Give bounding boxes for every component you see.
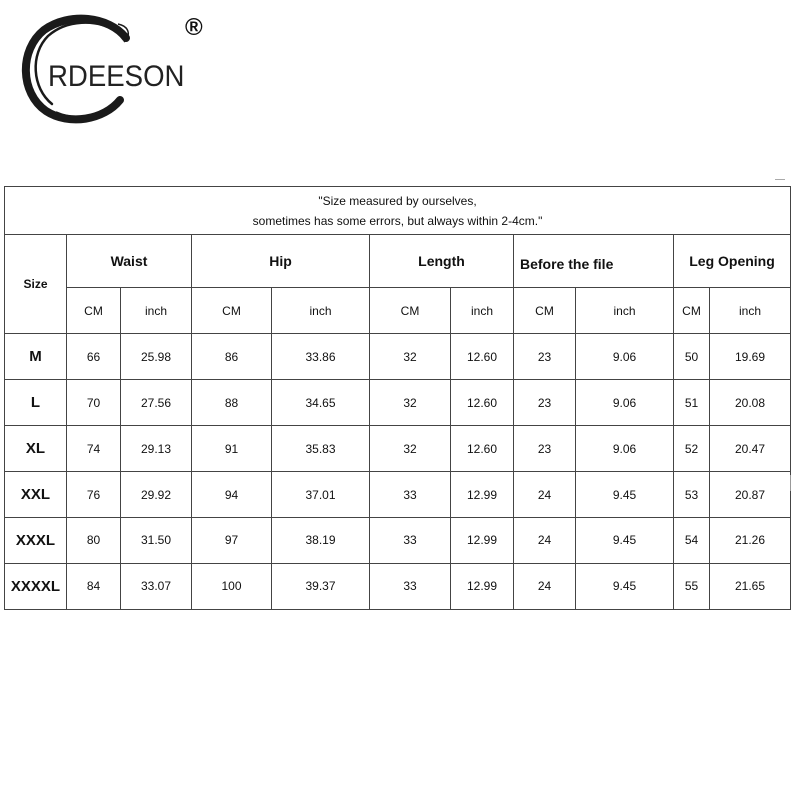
table-cell: 12.60	[451, 380, 514, 426]
table-cell: 21.26	[710, 517, 791, 563]
table-cell: 24	[514, 563, 576, 609]
measurement-note	[5, 187, 791, 235]
table-cell: 24	[514, 517, 576, 563]
table-cell: 32	[370, 426, 451, 472]
table-cell: 9.06	[576, 426, 674, 472]
leg-opening-cm-header: CM	[674, 288, 710, 334]
hip-inch-header: inch	[272, 288, 370, 334]
table-cell: 33	[370, 472, 451, 518]
table-cell: 29.92	[121, 472, 192, 518]
table-cell: 70	[67, 380, 121, 426]
table-cell: 12.99	[451, 517, 514, 563]
table-cell: 23	[514, 426, 576, 472]
before-the-file-header: Before the file	[514, 235, 674, 288]
note-line-2: sometimes has some errors, but always within 2-4cm."	[252, 213, 543, 228]
table-cell: 84	[67, 563, 121, 609]
waist-inch-header: inch	[121, 288, 192, 334]
table-cell: 50	[674, 334, 710, 380]
table-cell: 29.13	[121, 426, 192, 472]
table-cell: 76	[67, 472, 121, 518]
size-label: M	[5, 334, 67, 380]
table-cell: 33	[370, 563, 451, 609]
size-chart-table	[4, 186, 791, 610]
table-cell: 12.60	[451, 426, 514, 472]
table-row	[5, 472, 791, 518]
table-cell: 9.06	[576, 380, 674, 426]
table-cell: 20.47	[710, 426, 791, 472]
table-cell: 54	[674, 517, 710, 563]
table-cell: 24	[514, 472, 576, 518]
table-cell: 12.99	[451, 563, 514, 609]
table-cell: 12.99	[451, 472, 514, 518]
table-cell: 21.65	[710, 563, 791, 609]
table-cell: 9.45	[576, 472, 674, 518]
table-row	[5, 426, 791, 472]
table-cell: 38.19	[272, 517, 370, 563]
table-row	[5, 563, 791, 609]
unit-header-row	[5, 288, 791, 334]
table-cell: 35.83	[272, 426, 370, 472]
divider-mark	[775, 179, 785, 180]
table-cell: 80	[67, 517, 121, 563]
table-cell: 97	[192, 517, 272, 563]
table-cell: 25.98	[121, 334, 192, 380]
table-cell: 9.45	[576, 517, 674, 563]
logo-wordmark: RDEESON	[48, 60, 185, 93]
length-header: Length	[370, 235, 514, 288]
table-cell: 39.37	[272, 563, 370, 609]
table-row	[5, 334, 791, 380]
table-cell: 94	[192, 472, 272, 518]
table-row	[5, 380, 791, 426]
table-cell: 86	[192, 334, 272, 380]
group-header-row	[5, 235, 791, 288]
table-cell: 34.65	[272, 380, 370, 426]
table-cell: 88	[192, 380, 272, 426]
table-cell: 9.45	[576, 563, 674, 609]
note-line-1: "Size measured by ourselves,	[318, 193, 477, 208]
divider-mark	[790, 475, 791, 491]
table-cell: 91	[192, 426, 272, 472]
size-label: L	[5, 380, 67, 426]
hip-header: Hip	[192, 235, 370, 288]
table-cell: 20.87	[710, 472, 791, 518]
waist-cm-header: CM	[67, 288, 121, 334]
table-cell: 100	[192, 563, 272, 609]
table-cell: 66	[67, 334, 121, 380]
table-cell: 33.07	[121, 563, 192, 609]
leg-opening-header: Leg Opening	[674, 235, 791, 288]
table-cell: 33	[370, 517, 451, 563]
leg-opening-inch-header: inch	[710, 288, 791, 334]
table-cell: 20.08	[710, 380, 791, 426]
table-cell: 55	[674, 563, 710, 609]
table-cell: 9.06	[576, 334, 674, 380]
table-cell: 33.86	[272, 334, 370, 380]
table-row	[5, 517, 791, 563]
brand-logo	[14, 8, 214, 128]
length-cm-header: CM	[370, 288, 451, 334]
table-cell: 31.50	[121, 517, 192, 563]
note-row	[5, 187, 791, 235]
size-label: XXXL	[5, 517, 67, 563]
before-the-file-cm-header: CM	[514, 288, 576, 334]
before-the-file-inch-header: inch	[576, 288, 674, 334]
hip-cm-header: CM	[192, 288, 272, 334]
table-cell: 27.56	[121, 380, 192, 426]
size-label: XXXXL	[5, 563, 67, 609]
registered-mark: ®	[185, 14, 203, 41]
waist-header: Waist	[67, 235, 192, 288]
table-cell: 23	[514, 380, 576, 426]
table-cell: 19.69	[710, 334, 791, 380]
table-cell: 32	[370, 334, 451, 380]
table-cell: 52	[674, 426, 710, 472]
size-header: Size	[5, 235, 67, 334]
size-label: XXL	[5, 472, 67, 518]
length-inch-header: inch	[451, 288, 514, 334]
size-label: XL	[5, 426, 67, 472]
table-cell: 37.01	[272, 472, 370, 518]
table-cell: 74	[67, 426, 121, 472]
table-cell: 51	[674, 380, 710, 426]
table-cell: 53	[674, 472, 710, 518]
table-cell: 23	[514, 334, 576, 380]
table-cell: 12.60	[451, 334, 514, 380]
table-cell: 32	[370, 380, 451, 426]
